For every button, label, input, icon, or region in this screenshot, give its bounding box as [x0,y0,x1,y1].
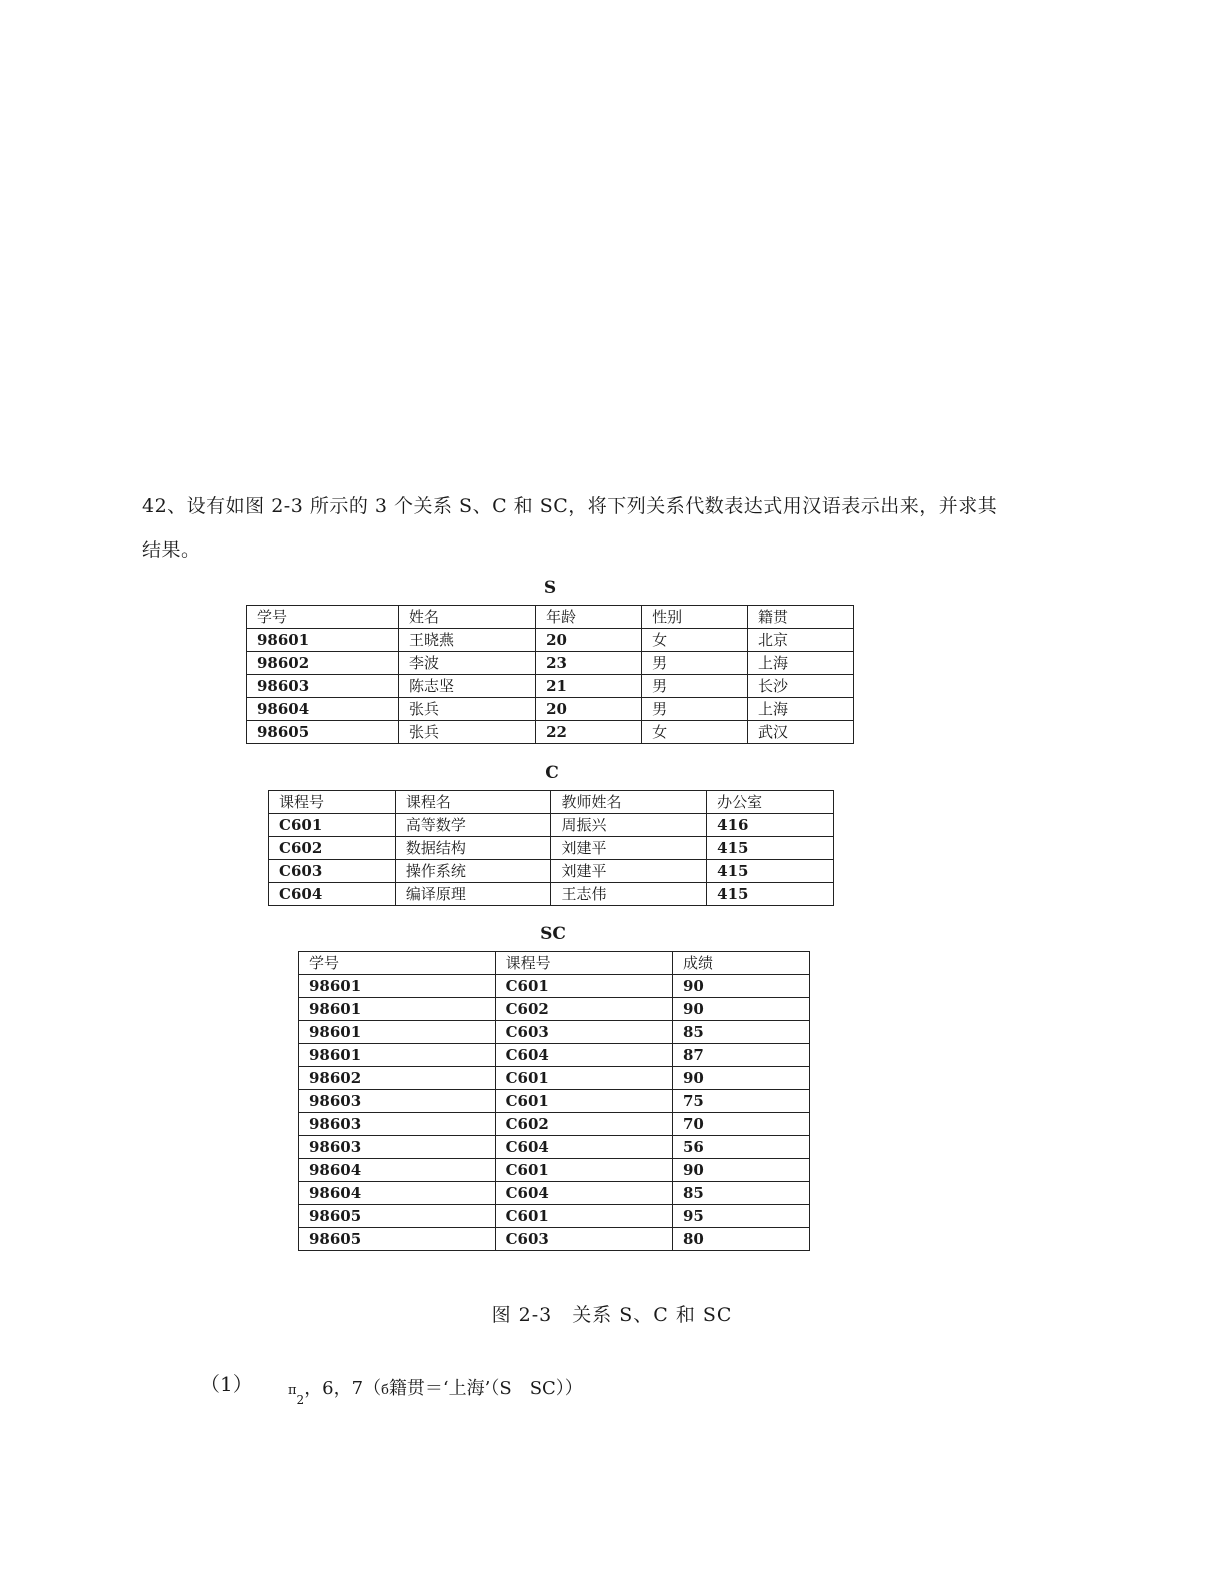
table-cell: 98603 [299,1113,496,1136]
table-cell: 20 [536,698,642,721]
table-cell: C601 [495,1205,672,1228]
item-label: （1） [200,1372,253,1396]
header-cell: 课程名 [395,791,551,814]
table-cell: 98601 [299,998,496,1021]
table-cell: 98605 [299,1205,496,1228]
table-row [299,1136,810,1159]
table-cell: 75 [672,1090,809,1113]
table-cell: 98601 [247,629,399,652]
table-row [299,1113,810,1136]
table-cell: C601 [495,1159,672,1182]
table-row [299,998,810,1021]
table-s-title: S [543,578,557,598]
table-cell: C601 [495,1067,672,1090]
question-line-2: 结果。 [142,539,201,561]
table-cell: 男 [642,675,748,698]
table-cell: 95 [672,1205,809,1228]
table-cell: 王志伟 [551,883,707,906]
question-line-1: 42、设有如图 2-3 所示的 3 个关系 S、C 和 SC，将下列关系代数表达式用汉语表示出来，并求其 [142,495,998,517]
table-cell: 415 [707,837,834,860]
table-cell: C602 [495,998,672,1021]
header-cell: 性别 [642,606,748,629]
table-cell: 刘建平 [551,837,707,860]
table-cell: C604 [495,1044,672,1067]
table-cell: 男 [642,652,748,675]
table-header-row [299,952,810,975]
header-cell: 办公室 [707,791,834,814]
header-cell: 成绩 [672,952,809,975]
table-cell: 上海 [748,698,854,721]
table-cell: 87 [672,1044,809,1067]
table-cell: 98605 [247,721,399,744]
table-cell: 416 [707,814,834,837]
table-cell: C603 [495,1228,672,1251]
table-cell: 70 [672,1113,809,1136]
table-cell: 85 [672,1021,809,1044]
table-cell: 56 [672,1136,809,1159]
table-cell: 98604 [299,1182,496,1205]
table-cell: 80 [672,1228,809,1251]
table-row [269,814,834,837]
table-cell: 22 [536,721,642,744]
table-cell: 23 [536,652,642,675]
table-cell: 85 [672,1182,809,1205]
projection-columns: ，6，7（ [304,1378,382,1399]
table-header-row [247,606,854,629]
table-cell: 周振兴 [551,814,707,837]
table-cell: 数据结构 [395,837,551,860]
table-cell: 98603 [299,1136,496,1159]
table-sc [298,951,810,1251]
table-cell: 98602 [299,1067,496,1090]
table-row [299,1044,810,1067]
table-cell: C604 [495,1182,672,1205]
table-row [247,652,854,675]
table-row [269,837,834,860]
table-cell: C604 [495,1136,672,1159]
table-cell: 武汉 [748,721,854,744]
table-row [299,1205,810,1228]
table-cell: 98604 [299,1159,496,1182]
table-cell: C601 [495,1090,672,1113]
table-cell: 21 [536,675,642,698]
table-cell: 高等数学 [395,814,551,837]
table-s [246,605,854,744]
table-cell: 98601 [299,975,496,998]
table-cell: 张兵 [399,721,536,744]
table-row [247,675,854,698]
table-row [299,1159,810,1182]
projection-subscript: 2 [296,1393,305,1407]
header-cell: 籍贯 [748,606,854,629]
header-cell: 课程号 [495,952,672,975]
relational-expression [288,1374,583,1407]
header-cell: 学号 [299,952,496,975]
table-header-row [269,791,834,814]
table-row [247,629,854,652]
table-cell: 98602 [247,652,399,675]
table-cell: 90 [672,998,809,1021]
table-cell: 98603 [299,1090,496,1113]
table-cell: 上海 [748,652,854,675]
table-cell: 张兵 [399,698,536,721]
header-cell: 学号 [247,606,399,629]
header-cell: 姓名 [399,606,536,629]
table-cell: C602 [269,837,396,860]
table-cell: 李波 [399,652,536,675]
table-cell: C603 [269,860,396,883]
table-row [299,1228,810,1251]
table-row [299,1067,810,1090]
selection-symbol: б [381,1383,389,1398]
table-cell: 女 [642,629,748,652]
table-cell: 98601 [299,1021,496,1044]
table-cell: 415 [707,883,834,906]
table-row [269,860,834,883]
table-row [269,883,834,906]
table-cell: 男 [642,698,748,721]
table-sc-title: SC [540,924,566,944]
selection-condition: 籍贯＝‘上海’（S SC）） [388,1378,583,1399]
table-cell: C601 [269,814,396,837]
table-cell: 长沙 [748,675,854,698]
table-cell: 90 [672,1067,809,1090]
table-cell: 98605 [299,1228,496,1251]
table-cell: 98603 [247,675,399,698]
projection-symbol: π [288,1383,297,1398]
header-cell: 课程号 [269,791,396,814]
table-cell: 90 [672,975,809,998]
table-row [299,1021,810,1044]
table-row [299,1090,810,1113]
table-row [299,975,810,998]
table-cell: 98601 [299,1044,496,1067]
table-cell: 415 [707,860,834,883]
table-cell: C603 [495,1021,672,1044]
table-row [247,721,854,744]
table-cell: 98604 [247,698,399,721]
table-cell: 北京 [748,629,854,652]
header-cell: 年龄 [536,606,642,629]
table-row [247,698,854,721]
table-cell: 刘建平 [551,860,707,883]
table-cell: 编译原理 [395,883,551,906]
table-c-title: C [545,763,559,783]
table-c [268,790,834,906]
table-cell: C602 [495,1113,672,1136]
question-text [142,484,1082,572]
table-cell: C604 [269,883,396,906]
table-cell: C601 [495,975,672,998]
table-cell: 陈志坚 [399,675,536,698]
header-cell: 教师姓名 [551,791,707,814]
table-cell: 90 [672,1159,809,1182]
figure-caption: 图 2-3 关系 S、C 和 SC [491,1304,733,1326]
table-cell: 王晓燕 [399,629,536,652]
table-cell: 操作系统 [395,860,551,883]
table-cell: 女 [642,721,748,744]
table-row [299,1182,810,1205]
table-cell: 20 [536,629,642,652]
